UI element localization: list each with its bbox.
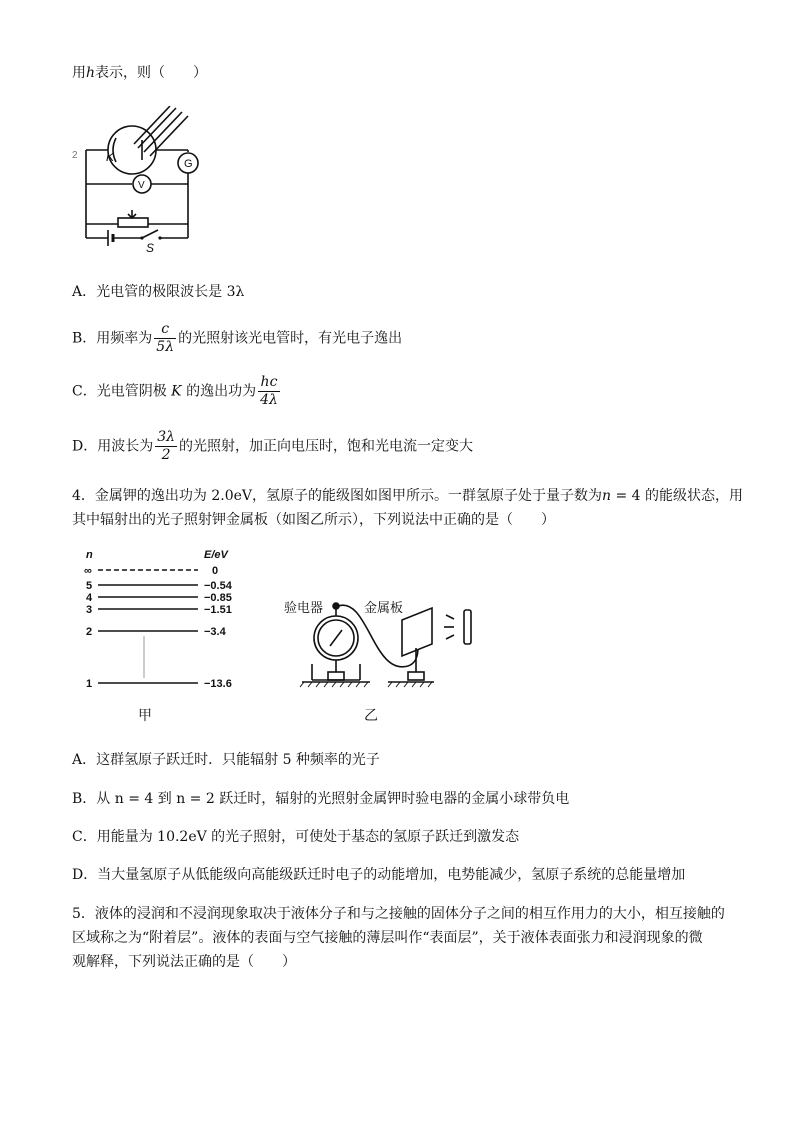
cathode-label: K (106, 150, 115, 164)
q4-option-c (72, 826, 519, 846)
option-text-pre: 用频率为 (96, 330, 153, 347)
circuit-corner-mark: 2 (72, 150, 78, 161)
q3-stem-var: h (86, 65, 96, 81)
electroscope-label: 验电器 (284, 600, 324, 615)
electroscope-apparatus (278, 586, 498, 726)
fraction-numerator: 3λ (157, 429, 176, 445)
level-n: 2 (86, 626, 93, 638)
fraction (155, 429, 177, 464)
level-n: 3 (86, 604, 93, 616)
q3-stem-prefix: 用 (72, 65, 86, 81)
q4-stem-end: 的能级状态，用 (645, 488, 744, 504)
option-letter: D． (72, 438, 98, 455)
e-header: E/eV (204, 549, 228, 561)
q3-option-a (72, 281, 244, 301)
option-text: 这群氢原子跃迁时．只能辐射 5 种频率的光子 (96, 752, 380, 768)
level-n: 1 (86, 678, 93, 690)
energy-level-diagram (78, 548, 278, 728)
q4-option-d (72, 864, 685, 884)
galvanometer-label: G (184, 158, 193, 170)
option-letter: C． (72, 829, 97, 845)
level-e: 0 (212, 565, 219, 577)
q4-stem-eq: = 4 (611, 488, 646, 504)
option-text-post: 的光照射该光电管时，有光电子逸出 (178, 330, 403, 347)
q4-stem-line1 (72, 486, 743, 506)
switch-label: S (146, 241, 155, 255)
q5-stem-line3: 观解释，下列说法正确的是（ ） (72, 954, 296, 970)
level-e: −0.54 (204, 580, 232, 592)
fraction-denominator: 2 (161, 447, 171, 463)
option-text-pre: 光电管阴极 (96, 383, 172, 400)
option-letter: D． (72, 867, 98, 883)
fraction-denominator: 4λ (260, 392, 278, 408)
q3-stem-tail (72, 63, 207, 83)
level-e: −13.6 (204, 678, 232, 690)
option-letter: A． (72, 284, 97, 300)
q3-option-c (72, 374, 282, 409)
metal-plate-label: 金属板 (364, 600, 404, 615)
option-text: 光电管的极限波长是 3λ (96, 284, 245, 300)
option-text-mid: 的逸出功为 (181, 383, 257, 400)
fraction-denominator: 5λ (156, 339, 175, 355)
fraction (258, 374, 280, 409)
q4-stem-n: n (602, 488, 612, 504)
diagram-caption-jia: 甲 (138, 707, 152, 723)
fraction-numerator: c (154, 321, 176, 339)
option-text-post: 的光照射，加正向电压时，饱和光电流一定变大 (179, 438, 474, 455)
level-e: −1.51 (204, 604, 232, 616)
option-letter: B． (72, 791, 97, 807)
q3-stem-suffix: 表示，则（ ） (95, 65, 208, 81)
q4-option-b (72, 788, 569, 808)
level-e: −0.85 (204, 592, 232, 604)
option-text-pre: 用波长为 (97, 438, 154, 455)
option-var: K (171, 383, 182, 400)
q4-stem-line2: 其中辐射出的光子照射钾金属板（如图乙所示），下列说法中正确的是（ ） (72, 512, 555, 528)
q5-stem-line1: 5．液体的浸润和不浸润现象取决于液体分子和与之接触的固体分子之间的相互作用力的大小，相互接触的 (72, 906, 725, 922)
fraction (154, 321, 176, 356)
voltmeter-label: V (138, 180, 145, 191)
fraction-numerator: hc (258, 374, 280, 392)
photoelectric-circuit-figure (72, 106, 212, 256)
q4-option-a (72, 749, 380, 769)
q5-stem-line2: 区域称之为“附着层”。液体的表面与空气接触的薄层叫作“表面层”，关于液体表面张力和浸润现象的微 (72, 930, 703, 946)
q3-option-b (72, 321, 402, 356)
n-header: n (86, 549, 93, 561)
diagram-caption-yi: 乙 (364, 707, 378, 723)
level-n: ∞ (84, 565, 92, 577)
option-letter: C． (72, 383, 97, 400)
option-letter: A． (72, 752, 97, 768)
option-text: 当大量氢原子从低能级向高能级跃迁时电子的动能增加，电势能减少，氢原子系统的总能量增加 (97, 867, 686, 883)
option-text: 从 n = 4 到 n = 2 跃迁时，辐射的光照射金属钾时验电器的金属小球带负电 (96, 791, 570, 807)
q3-option-d (72, 429, 473, 464)
q4-stem-text: 4．金属钾的逸出功为 2.0eV，氢原子的能级图如图甲所示。一群氢原子处于量子数为 (72, 488, 603, 504)
level-e: −3.4 (204, 626, 226, 638)
level-n: 4 (86, 592, 93, 604)
option-letter: B． (72, 330, 97, 347)
option-text: 用能量为 10.2eV 的光子照射，可使处于基态的氢原子跃迁到激发态 (96, 829, 520, 845)
level-n: 5 (86, 580, 93, 592)
